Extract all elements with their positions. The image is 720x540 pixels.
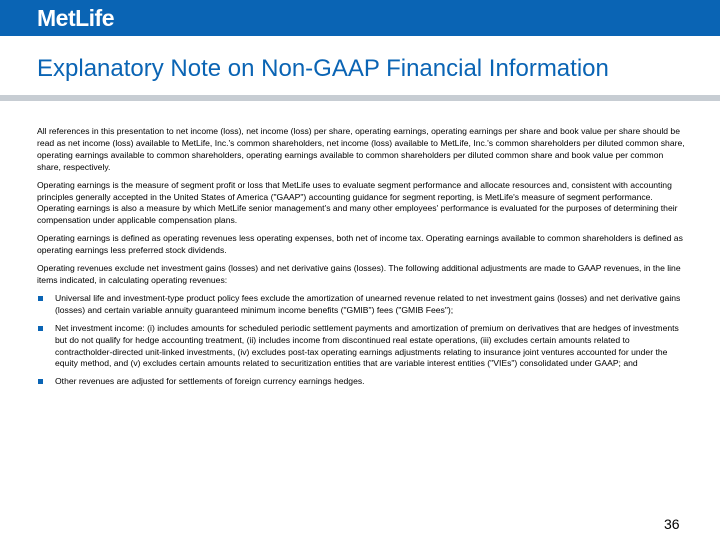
square-bullet-icon — [38, 326, 43, 331]
list-item — [37, 293, 685, 317]
paragraph-references: All references in this presentation to net income (loss), net income (loss) per share, operating earnings, operating earnings per share and book value per share should be read as net income (loss) available to MetLife, Inc.'s common shareholders, net income (loss) available to MetLife, Inc.'s common shareholders per diluted common share, operating earnings available to common shareholders, operating earnings available to common shareholders per diluted common share and book value per common share, respectively. — [37, 126, 685, 172]
page-number: 36 — [664, 516, 680, 532]
list-item — [37, 376, 685, 388]
title-divider — [0, 95, 720, 101]
body-text — [37, 126, 685, 394]
header-bar — [0, 0, 720, 36]
list-item-text: Net investment income: (i) includes amounts for scheduled periodic settlement payments and amortization of premium on derivatives that are hedges of investments but do not qualify for hedge accounting treatment, (ii) includes income from discontinued real estate operations, (iii) excludes certain amounts related to contractholder-directed unit-linked investments, (iv) excludes post-tax operating earnings adjustments relating to insurance joint ventures accounted for under the equity method, and (v) excludes certain amounts related to securitization entities that are variable interest entities ("VIEs") consolidated under GAAP; and — [55, 322, 679, 369]
page-title: Explanatory Note on Non-GAAP Financial Information — [37, 55, 609, 82]
square-bullet-icon — [38, 379, 43, 384]
list-item — [37, 323, 685, 371]
paragraph-operating-earnings-measure: Operating earnings is the measure of segment profit or loss that MetLife uses to evaluate segment performance and allocate resources and, consistent with accounting principles generally accepted in the United States of America ("GAAP") accounting guidance for segment reporting, is MetLife's measure of segment performance. Operating earnings is also a measure by which MetLife senior management's and many other employees' performance is evaluated for the purposes of determining their compensation under applicable compensation plans. — [37, 179, 678, 226]
list-item-text: Universal life and investment-type product policy fees exclude the amortization of unearned revenue related to net investment gains (losses) and net derivative gains (losses) and certain variable annuity guaranteed minimum income benefits ("GMIB") fees ("GMIB Fees"); — [55, 292, 681, 315]
list-item-text: Other revenues are adjusted for settlements of foreign currency earnings hedges. — [55, 376, 365, 387]
paragraph-operating-earnings-definition: Operating earnings is defined as operating revenues less operating expenses, both net of income tax. Operating earnings available to common shareholders is defined as operating earnings less preferred stock dividends. — [37, 233, 683, 256]
square-bullet-icon — [38, 296, 43, 301]
paragraph-operating-revenues: Operating revenues exclude net investment gains (losses) and net derivative gains (losses). The following additional adjustments are made to GAAP revenues, in the line items indicated, in calculating operating revenues: — [37, 263, 681, 285]
metlife-logo: MetLife — [37, 5, 114, 31]
adjustments-list — [37, 293, 685, 388]
